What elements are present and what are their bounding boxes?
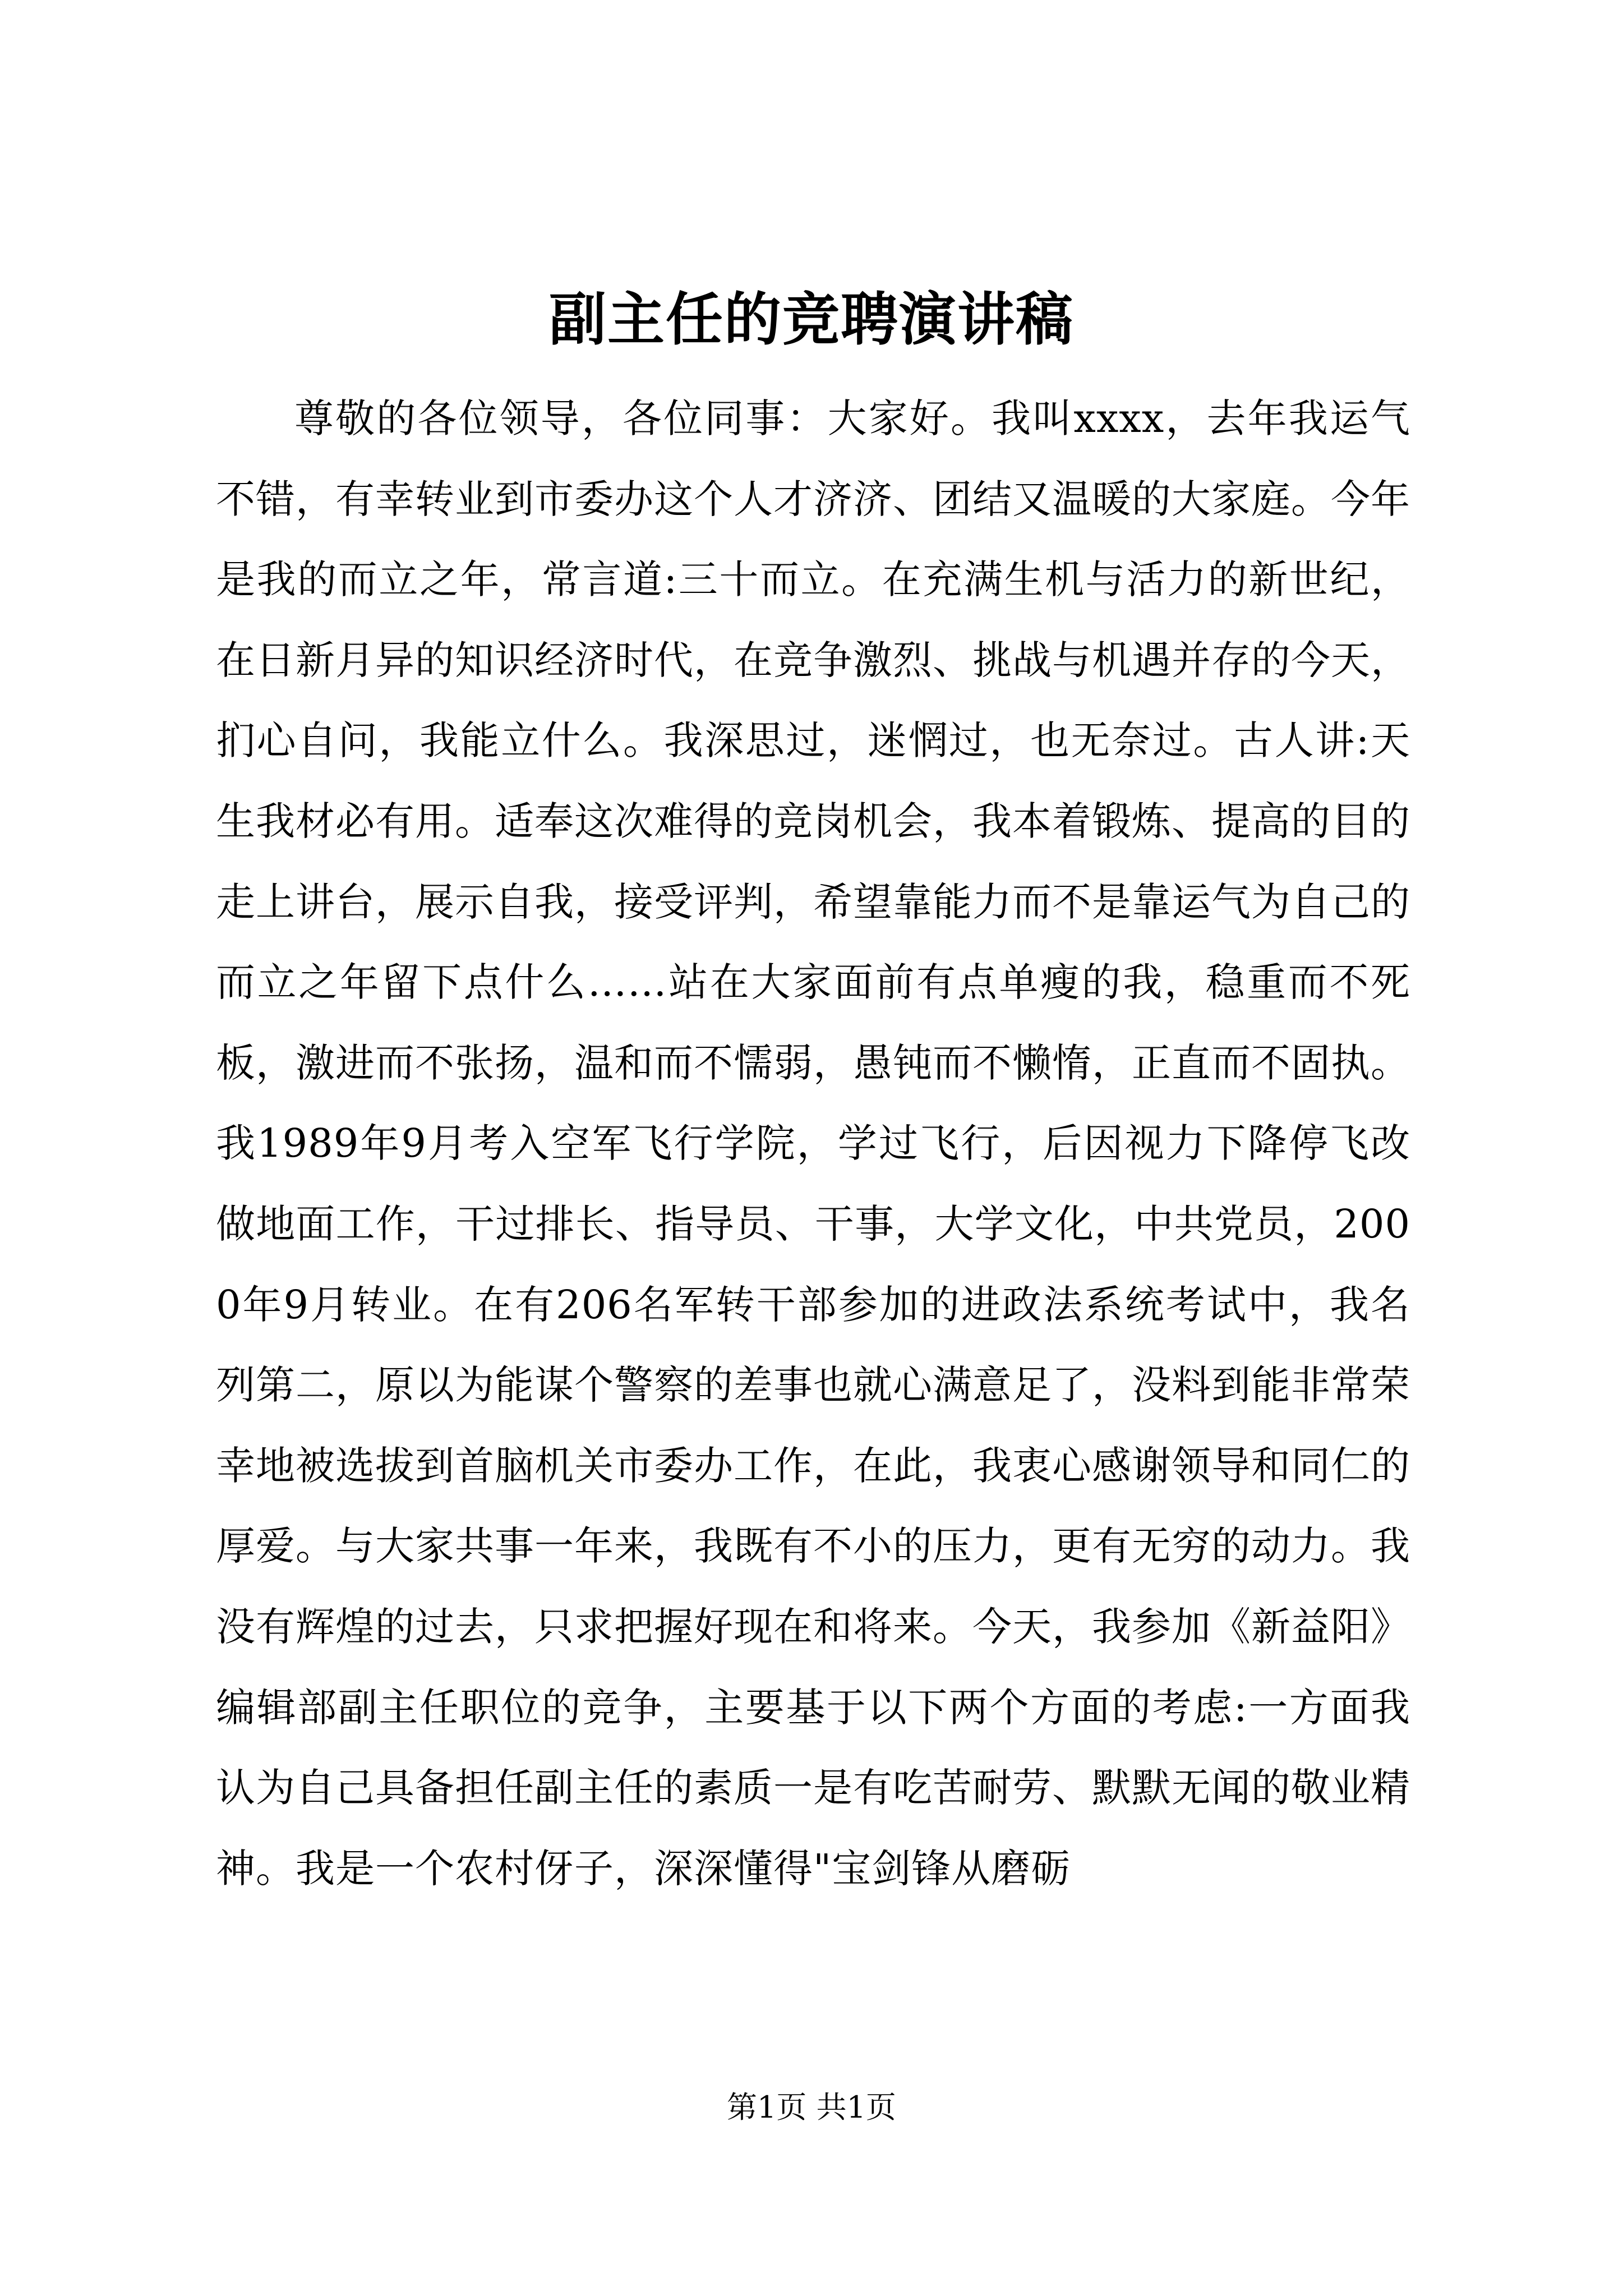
document-body-paragraph: 尊敬的各位领导，各位同事：大家好。我叫xxxx，去年我运气不错，有幸转业到市委办这个人才济济、团结又温暖的大家庭。今年是我的而立之年，常言道:三十而立。在充满生机与活力的新世纪，在日新月异的知识经济时代，在竞争激烈、挑战与机遇并存的今天，扪心自问，我能立什么。我深思过，迷惘过，也无奈过。古人讲:天生我材必有用。适奉这次难得的竞岗机会，我本着锻炼、提高的目的走上讲台，展示自我，接受评判，希望靠能力而不是靠运气为自己的而立之年留下点什么……站在大家面前有点单瘦的我，稳重而不死板，激进而不张扬，温和而不懦弱，愚钝而不懒惰，正直而不固执。我1989年9月考入空军飞行学院，学过飞行，后因视力下降停飞改做地面工作，干过排长、指导员、干事，大学文化，中共党员，2000年9月转业。在有206名军转干部参加的进政法系统考试中，我名列第二，原以为能谋个警察的差事也就心满意足了，没料到能非常荣幸地被选拔到首脑机关市委办工作，在此，我衷心感谢领导和同仁的厚爱。与大家共事一年来，我既有不小的压力，更有无穷的动力。我没有辉煌的过去，只求把握好现在和将来。今天，我参加《新益阳》编辑部副主任职位的竞争，主要基于以下两个方面的考虑:一方面我认为自己具备担任副主任的素质一是有吃苦耐劳、默默无闻的敬业精神。我是一个农村伢子，深深懂得"宝剑锋从磨砺 — [216, 395, 1410, 1892]
document-title: 副主任的竞聘演讲稿 — [549, 286, 1074, 353]
page-number-footer: 第1页 共1页 — [727, 2090, 896, 2125]
